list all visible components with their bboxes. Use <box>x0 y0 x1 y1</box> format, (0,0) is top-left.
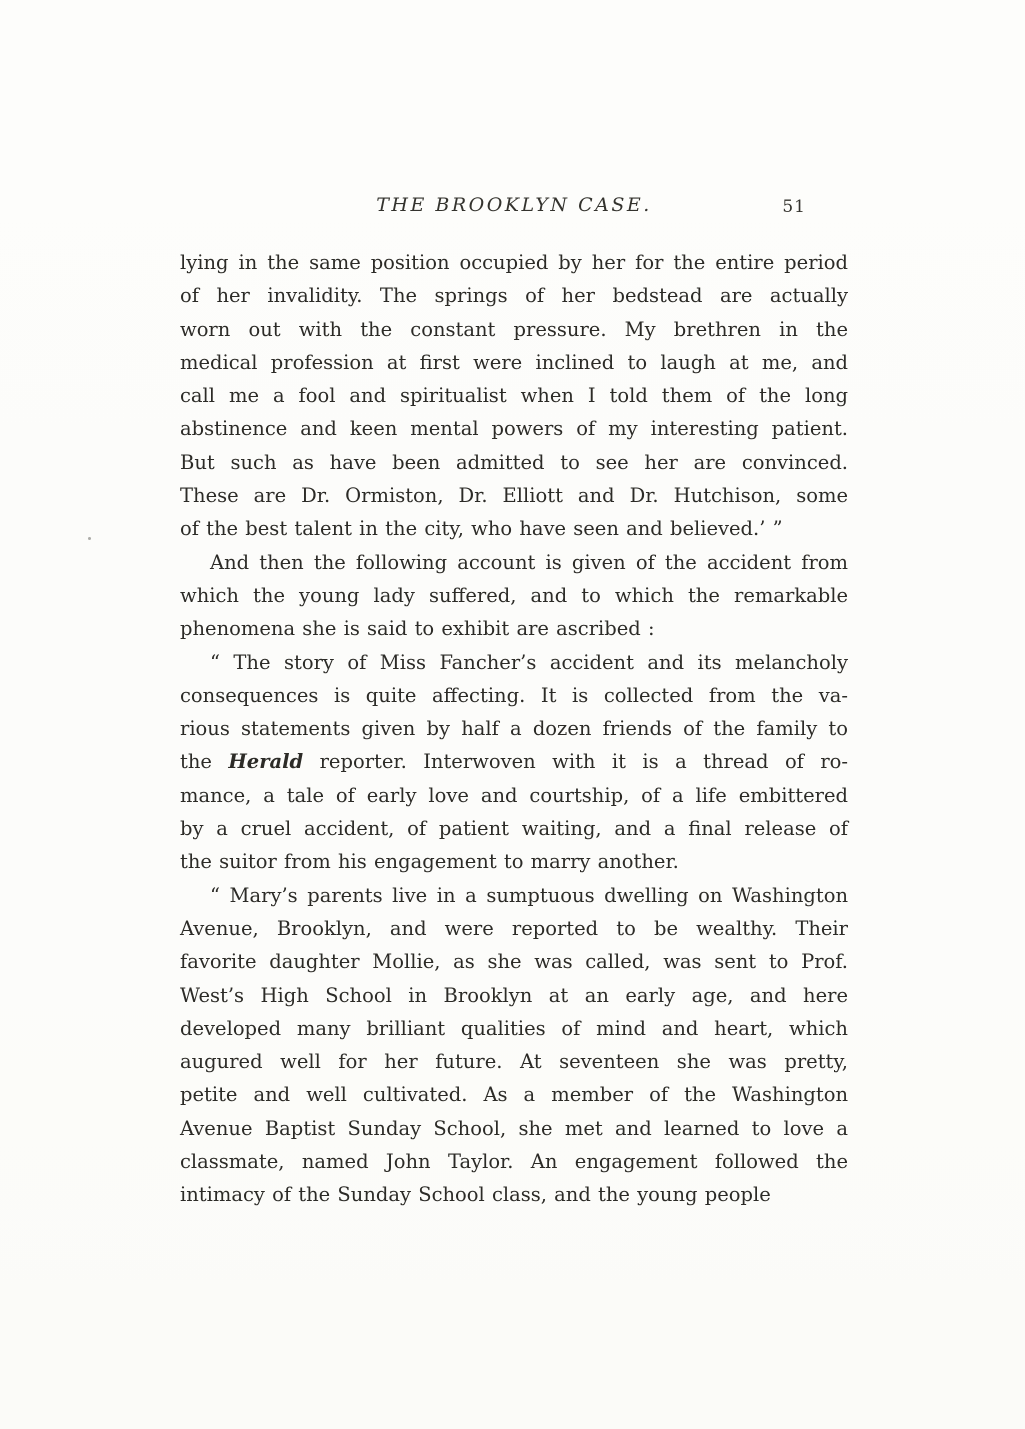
text-segment: rious statements given by half a dozen friends of the family to <box>180 717 848 741</box>
text-line <box>180 546 848 579</box>
text-line <box>180 646 848 679</box>
text-segment: Avenue Baptist Sunday School, she met and learned to love a <box>180 1116 848 1140</box>
text-line <box>180 446 848 479</box>
text-line <box>180 1078 848 1111</box>
text-segment: phenomena she is said to exhibit are ascribed : <box>180 617 655 641</box>
text-line <box>180 1145 848 1178</box>
text-segment: Avenue, Brooklyn, and were reported to be wealthy. Their <box>180 916 848 940</box>
text-line <box>180 346 848 379</box>
text-line <box>180 412 848 445</box>
text-segment: of her invalidity. The springs of her bedstead are actually <box>180 284 848 308</box>
text-segment: worn out with the constant pressure. My brethren in the <box>180 317 848 341</box>
text-line <box>180 779 848 812</box>
text-line <box>180 712 848 745</box>
running-title: THE BROOKLYN CASE. <box>376 194 652 216</box>
text-segment: by a cruel accident, of patient waiting, and a final release of <box>180 817 848 841</box>
text-line <box>180 1012 848 1045</box>
text-segment: abstinence and keen mental powers of my interesting patient. <box>180 417 848 441</box>
text-line <box>180 612 848 645</box>
text-segment: reporter. Interwoven with it is a thread of ro- <box>303 750 848 774</box>
text-segment: call me a fool and spiritualist when I told them of the long <box>180 384 848 408</box>
paragraph <box>180 246 848 546</box>
text-segment: of the best talent in the city, who have seen and believed.’ ” <box>180 517 783 541</box>
text-line <box>180 945 848 978</box>
text-segment: which the young lady suffered, and to which the remarkable <box>180 583 848 607</box>
italic-text: Herald <box>228 750 304 774</box>
page-header <box>180 194 848 226</box>
text-segment: augured well for her future. At seventeen she was pretty, <box>180 1050 848 1074</box>
text-segment: medical profession at first were inclined to laugh at me, and <box>180 350 848 374</box>
text-segment: classmate, named John Taylor. An engagement followed the <box>180 1150 848 1174</box>
text-segment: But such as have been admitted to see her are convinced. <box>180 450 848 474</box>
paragraph <box>180 646 848 879</box>
text-line <box>180 845 848 878</box>
text-line <box>180 979 848 1012</box>
text-segment: favorite daughter Mollie, as she was called, was sent to Prof. <box>180 950 848 974</box>
body-text <box>180 246 848 1212</box>
text-segment: intimacy of the Sunday School class, and the young people <box>180 1183 771 1207</box>
text-line <box>180 1178 848 1211</box>
text-segment: lying in the same position occupied by her for the entire period <box>180 251 848 274</box>
text-line <box>180 879 848 912</box>
paragraph <box>180 879 848 1212</box>
text-line <box>180 679 848 712</box>
text-line <box>180 512 848 545</box>
text-segment: “ Mary’s parents live in a sumptuous dwelling on Washington <box>210 883 848 907</box>
text-segment: petite and well cultivated. As a member of the Washington <box>180 1083 848 1107</box>
text-segment: And then the following account is given of the accident from <box>210 550 848 574</box>
text-segment: developed many brilliant qualities of mind and heart, which <box>180 1016 848 1040</box>
page-number: 51 <box>782 197 806 217</box>
text-line <box>180 379 848 412</box>
text-line <box>180 579 848 612</box>
text-line <box>180 479 848 512</box>
text-segment: consequences is quite affecting. It is collected from the va- <box>180 683 848 707</box>
text-segment: “ The story of Miss Fancher’s accident and its melancholy <box>210 650 848 674</box>
text-segment: These are Dr. Ormiston, Dr. Elliott and Dr. Hutchison, some <box>180 484 848 508</box>
text-segment: mance, a tale of early love and courtship, of a life embittered <box>180 783 848 807</box>
text-line <box>180 1045 848 1078</box>
page-content <box>180 194 848 1212</box>
text-line <box>180 246 848 279</box>
text-line <box>180 279 848 312</box>
scan-speck <box>88 537 91 540</box>
text-segment: West’s High School in Brooklyn at an early age, and here <box>180 983 848 1007</box>
text-line <box>180 745 848 778</box>
paragraph <box>180 546 848 646</box>
text-line <box>180 313 848 346</box>
text-line <box>180 1112 848 1145</box>
text-segment: the <box>180 750 229 774</box>
text-segment: the suitor from his engagement to marry another. <box>180 850 679 874</box>
text-line <box>180 812 848 845</box>
text-line <box>180 912 848 945</box>
